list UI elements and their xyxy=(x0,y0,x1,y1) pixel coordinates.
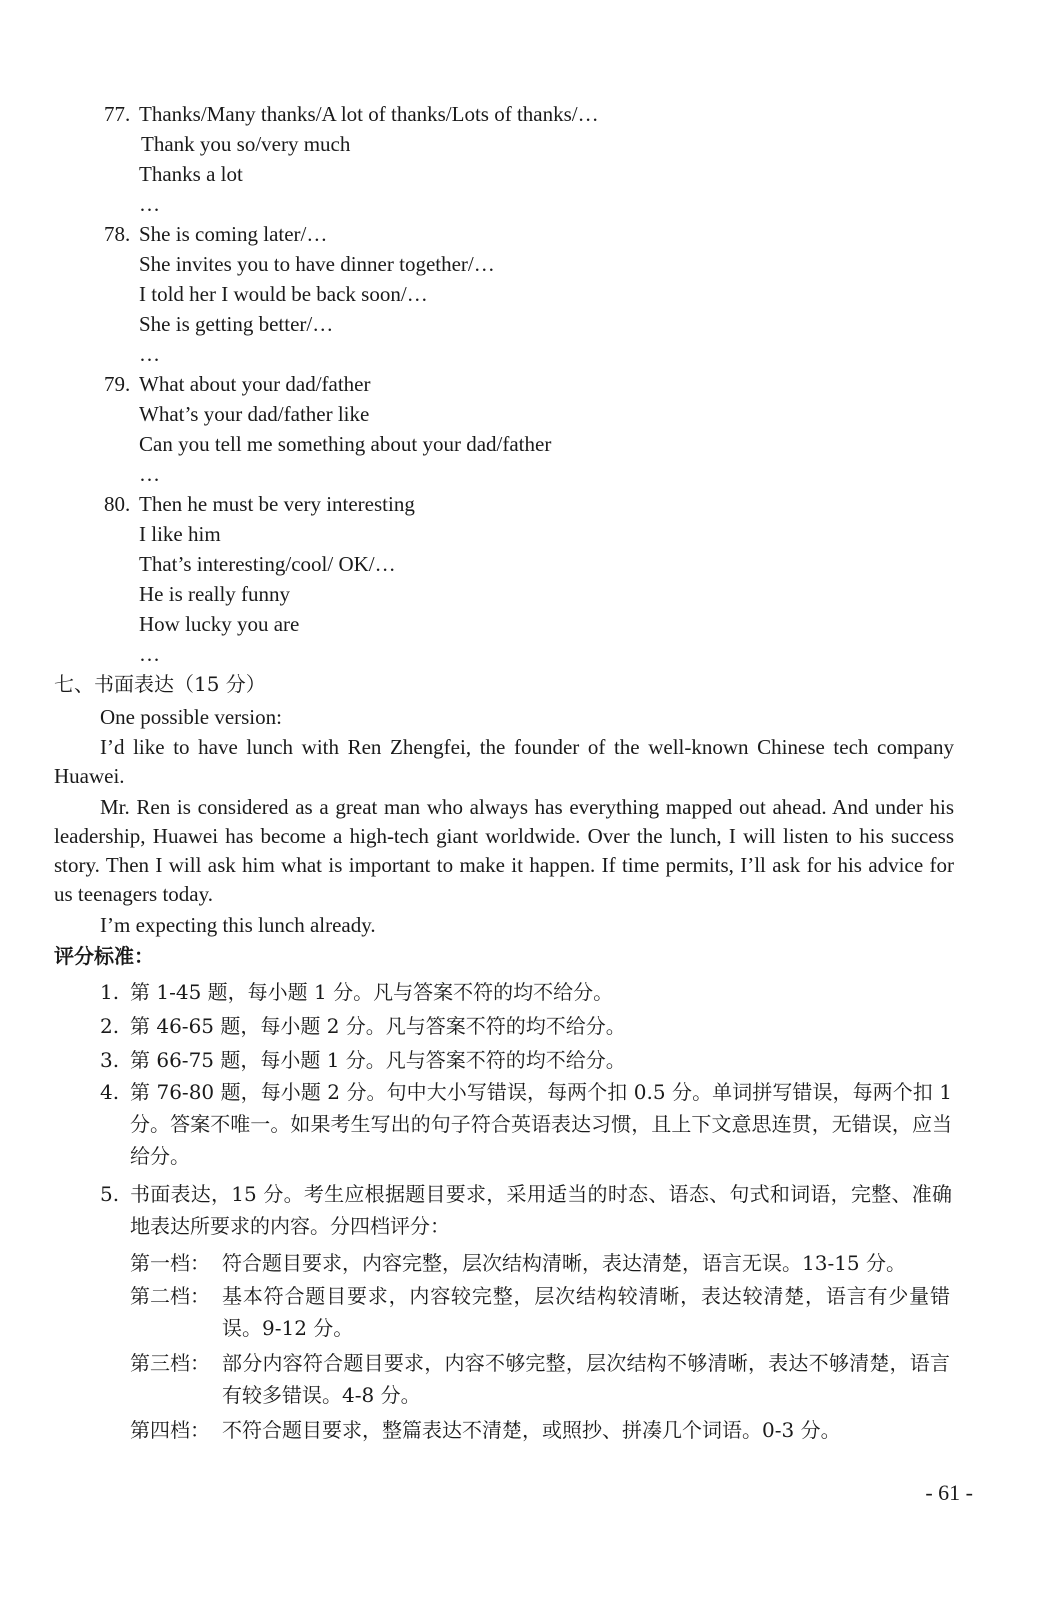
tier-2-label: 第二档： xyxy=(130,1284,210,1308)
answer-77-line-1: Thanks/Many thanks/A lot of thanks/Lots of thanks/… xyxy=(139,102,599,126)
answer-80-line-5: How lucky you are xyxy=(139,612,300,636)
answer-77-number: 77. xyxy=(104,102,131,126)
answer-80-line-3: That’s interesting/cool/ OK/… xyxy=(139,552,396,576)
essay-paragraph-2: Mr. Ren is considered as a great man who always has everything mapped out ahead. And under his leadership, Huawei has become a high-tech giant worldwide. Over the lunch, I will listen to his success story. Then I will ask him what is important to make it happen. If time permits, I’ll ask for his advice for us teenagers today. xyxy=(54,795,954,906)
answer-78-number: 78. xyxy=(104,222,131,246)
answer-77-line-3: Thanks a lot xyxy=(139,162,243,186)
answer-78-line-2: She invites you to have dinner together/… xyxy=(139,252,495,276)
scoring-item-3-num: 3. xyxy=(100,1048,120,1072)
scoring-heading: 评分标准： xyxy=(54,944,154,968)
scoring-item-4-num: 4. xyxy=(100,1080,120,1104)
answer-77-line-4: … xyxy=(139,192,160,216)
section7-intro: One possible version: xyxy=(100,705,282,729)
page-number: - 61 - xyxy=(925,1480,973,1505)
answer-79-line-4: … xyxy=(139,462,160,486)
answer-80-number: 80. xyxy=(104,492,131,516)
answer-80-line-1: Then he must be very interesting xyxy=(139,492,415,516)
answer-78-line-1: She is coming later/… xyxy=(139,222,328,246)
answer-79-line-1: What about your dad/father xyxy=(139,372,371,396)
tier-1-label: 第一档： xyxy=(130,1251,210,1275)
answer-79-number: 79. xyxy=(104,372,131,396)
scoring-item-1-num: 1. xyxy=(100,980,120,1004)
answer-78-line-4: She is getting better/… xyxy=(139,312,334,336)
answer-80-line-6: … xyxy=(139,642,160,666)
tier-1-text: 符合题目要求，内容完整，层次结构清晰，表达清楚，语言无误。13-15 分。 xyxy=(222,1251,907,1275)
scoring-item-2-num: 2. xyxy=(100,1014,120,1038)
tier-2-text: 基本符合题目要求，内容较完整，层次结构较清晰，表达较清楚，语言有少量错误。9-12 分。 xyxy=(222,1284,950,1340)
answer-78-line-3: I told her I would be back soon/… xyxy=(139,282,428,306)
answer-80-line-4: He is really funny xyxy=(139,582,291,606)
scoring-item-4-text: 第 76-80 题，每小题 2 分。句中大小写错误，每两个扣 0.5 分。单词拼写错误，每两个扣 1 分。答案不唯一。如果考生写出的句子符合英语表达习惯，且上下文意思连贯，无错误，应当给分。 xyxy=(130,1080,952,1168)
tier-4-text: 不符合题目要求，整篇表达不清楚，或照抄、拼凑几个词语。0-3 分。 xyxy=(222,1418,841,1442)
scoring-item-2-text: 第 46-65 题，每小题 2 分。凡与答案不符的均不给分。 xyxy=(130,1014,626,1038)
scoring-item-1-text: 第 1-45 题，每小题 1 分。凡与答案不符的均不给分。 xyxy=(130,980,614,1004)
essay-paragraph-3: I’m expecting this lunch already. xyxy=(100,913,376,937)
scoring-item-5-num: 5. xyxy=(100,1182,120,1206)
scoring-item-5-text: 书面表达，15 分。考生应根据题目要求，采用适当的时态、语态、句式和词语，完整、准确地表达所要求的内容。分四档评分： xyxy=(130,1182,952,1238)
answer-79-line-2: What’s your dad/father like xyxy=(139,402,370,426)
essay-paragraph-1: I’d like to have lunch with Ren Zhengfei, the founder of the well-known Chinese tech company Huawei. xyxy=(54,735,954,788)
scoring-item-3-text: 第 66-75 题，每小题 1 分。凡与答案不符的均不给分。 xyxy=(130,1048,626,1072)
answer-77-line-2: Thank you so/very much xyxy=(141,132,351,156)
section7-heading: 七、书面表达（15 分） xyxy=(54,672,266,696)
tier-4-label: 第四档： xyxy=(130,1418,210,1442)
answer-80-line-2: I like him xyxy=(139,522,221,546)
tier-3-text: 部分内容符合题目要求，内容不够完整，层次结构不够清晰，表达不够清楚，语言有较多错误。4-8 分。 xyxy=(222,1351,950,1407)
tier-3-label: 第三档： xyxy=(130,1351,210,1375)
answer-79-line-3: Can you tell me something about your dad/father xyxy=(139,432,552,456)
answer-78-line-5: … xyxy=(139,342,160,366)
